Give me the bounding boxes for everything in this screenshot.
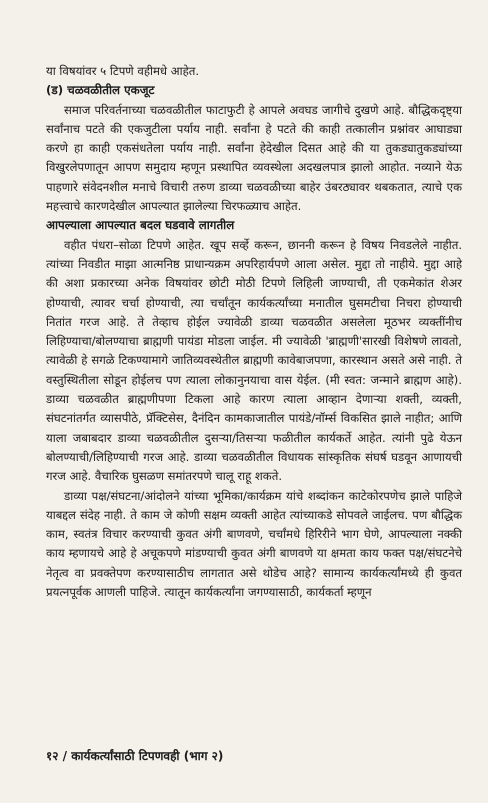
section-paragraph-unity: समाज परिवर्तनाच्या चळवळीतील फाटाफुटी हे आपले अवघड जागीचे दुखणे आहे. बौद्धिकदृष्ट्या सर्वांनाच पटते की एकजुटीला पर्याय नाही. सर्वांना हे पटते की काही तत्कालीन प्रश्नांवर आघाड्या करणे हा काही एकसंधतेला पर्याय नाही. सर्वांना हेदेखील दिसत आहे की या तुकड्यातुकड्यांच्या विखुरलेपणातून आपण समुदाय म्हणून प्रस्थापित व्यवस्थेला अदखलपात्र झालो आहोत. नव्याने येऊ पाहणारे संवेदनशील मनाचे विचारी तरुण डाव्या चळवळीच्या बाहेर उंबरठ्यावर थबकतात, त्याचे एक महत्त्वाचे कारणदेखील आपल्यात झालेल्या चिरफळ्याच आहेत.	[46, 102, 462, 214]
section-heading-unity: (ड) चळवळीतील एकजूट	[46, 83, 155, 98]
page-footer: १२ / कार्यकर्त्यांसाठी टिपणवही (भाग २)	[46, 749, 224, 763]
intro-line: या विषयांवर ५ टिपणे वहीमधे आहेत.	[46, 64, 200, 78]
section-heading-change: आपल्याला आपल्यात बदल घडवावे लागतील	[46, 218, 235, 233]
section-paragraph-change-2: डाव्या पक्ष/संघटना/आंदोलने यांच्या भूमिका/कार्यक्रम यांचे शब्दांकन काटेकोरपणेच झाले पाहिजे याबद्दल संदेह नाही. ते काम जे कोणी सक्षम व्यक्ती आहेत त्यांच्याकडे सोपवले जाईलच. पण बौद्धिक काम, स्वतंत्र विचार करण्याची कुवत अंगी बाणवणे, चर्चांमधे हिरिरीने भाग घेणे, आपल्याला नक्की काय म्हणायचे आहे हे अचूकपणे मांडण्याची कुवत अंगी बाणवणे या क्षमता काय फक्त पक्ष/संघटनेचे नेतृत्व वा प्रवक्तेपण करण्यासाठीच लागतात असे थोडेच आहे? सामान्य कार्यकर्त्यांमध्ये ही कुवत प्रयत्नपूर्वक आणली पाहिजे. त्यातून कार्यकर्त्यांना जगण्यासाठी, कार्यकर्ता म्हणून	[46, 488, 462, 600]
section-paragraph-change-1: वहीत पंधरा–सोळा टिपणे आहेत. खूप सर्व्हे करून, छाननी करून हे विषय निवडलेले नाहीत. त्यांच्या निवडीत माझा आत्मनिष्ठ प्राधान्यक्रम अपरिहार्यपणे आला असेल. मुद्दा तो नाहीये. मुद्दा आहे की अशा प्रकारच्या अनेक विषयांवर छोटी मोठी टिपणे लिहिली जाण्याची, ती एकमेकांत शेअर होण्याची, त्यावर चर्चा होण्याची, त्या चर्चांतून कार्यकर्त्यांच्या मनातील घुसमटीचा निचरा होण्याची नितांत गरज आहे. ते तेव्हाच होईल ज्यावेळी डाव्या चळवळीत असलेला मूठभर व्यक्तींनीच लिहिण्याचा/बोलण्याचा ब्राह्मणी पायंडा मोडला जाईल. मी ज्यावेळी 'ब्राह्मणी'सारखी विशेषणे लावतो, त्यावेळी हे सगळे टिकण्यामागे जातिव्यवस्थेतील ब्राह्मणी कावेबाजपणा, कारस्थान असते असे नाही. ते वस्तुस्थितीला सोडून होईलच पण त्याला लोकानुनयाचा वास येईल. (मी स्वत: जन्माने ब्राह्मण आहे). डाव्या चळवळीत ब्राह्मणीपणा टिकला आहे कारण त्याला आव्हान देणाऱ्या शक्ती, व्यक्ती, संघटनांतर्गत व्यासपीठे, प्रॅक्टिसेस, दैनंदिन कामकाजातील पायंडे/नॉर्म्स विकसित झाले नाहीत; आणि याला जबाबदार डाव्या चळवळीतील दुसऱ्या/तिसऱ्या फळीतील कार्यकर्ते आहेत. त्यांनी पुढे येऊन बोलण्याची/लिहिण्याची गरज आहे. डाव्या चळवळीतील विधायक सांस्कृतिक संघर्ष घडवून आणायची गरज आहे. वैचारिक घुसळण समांतरपणे चालू राहू शकते.	[46, 237, 462, 484]
